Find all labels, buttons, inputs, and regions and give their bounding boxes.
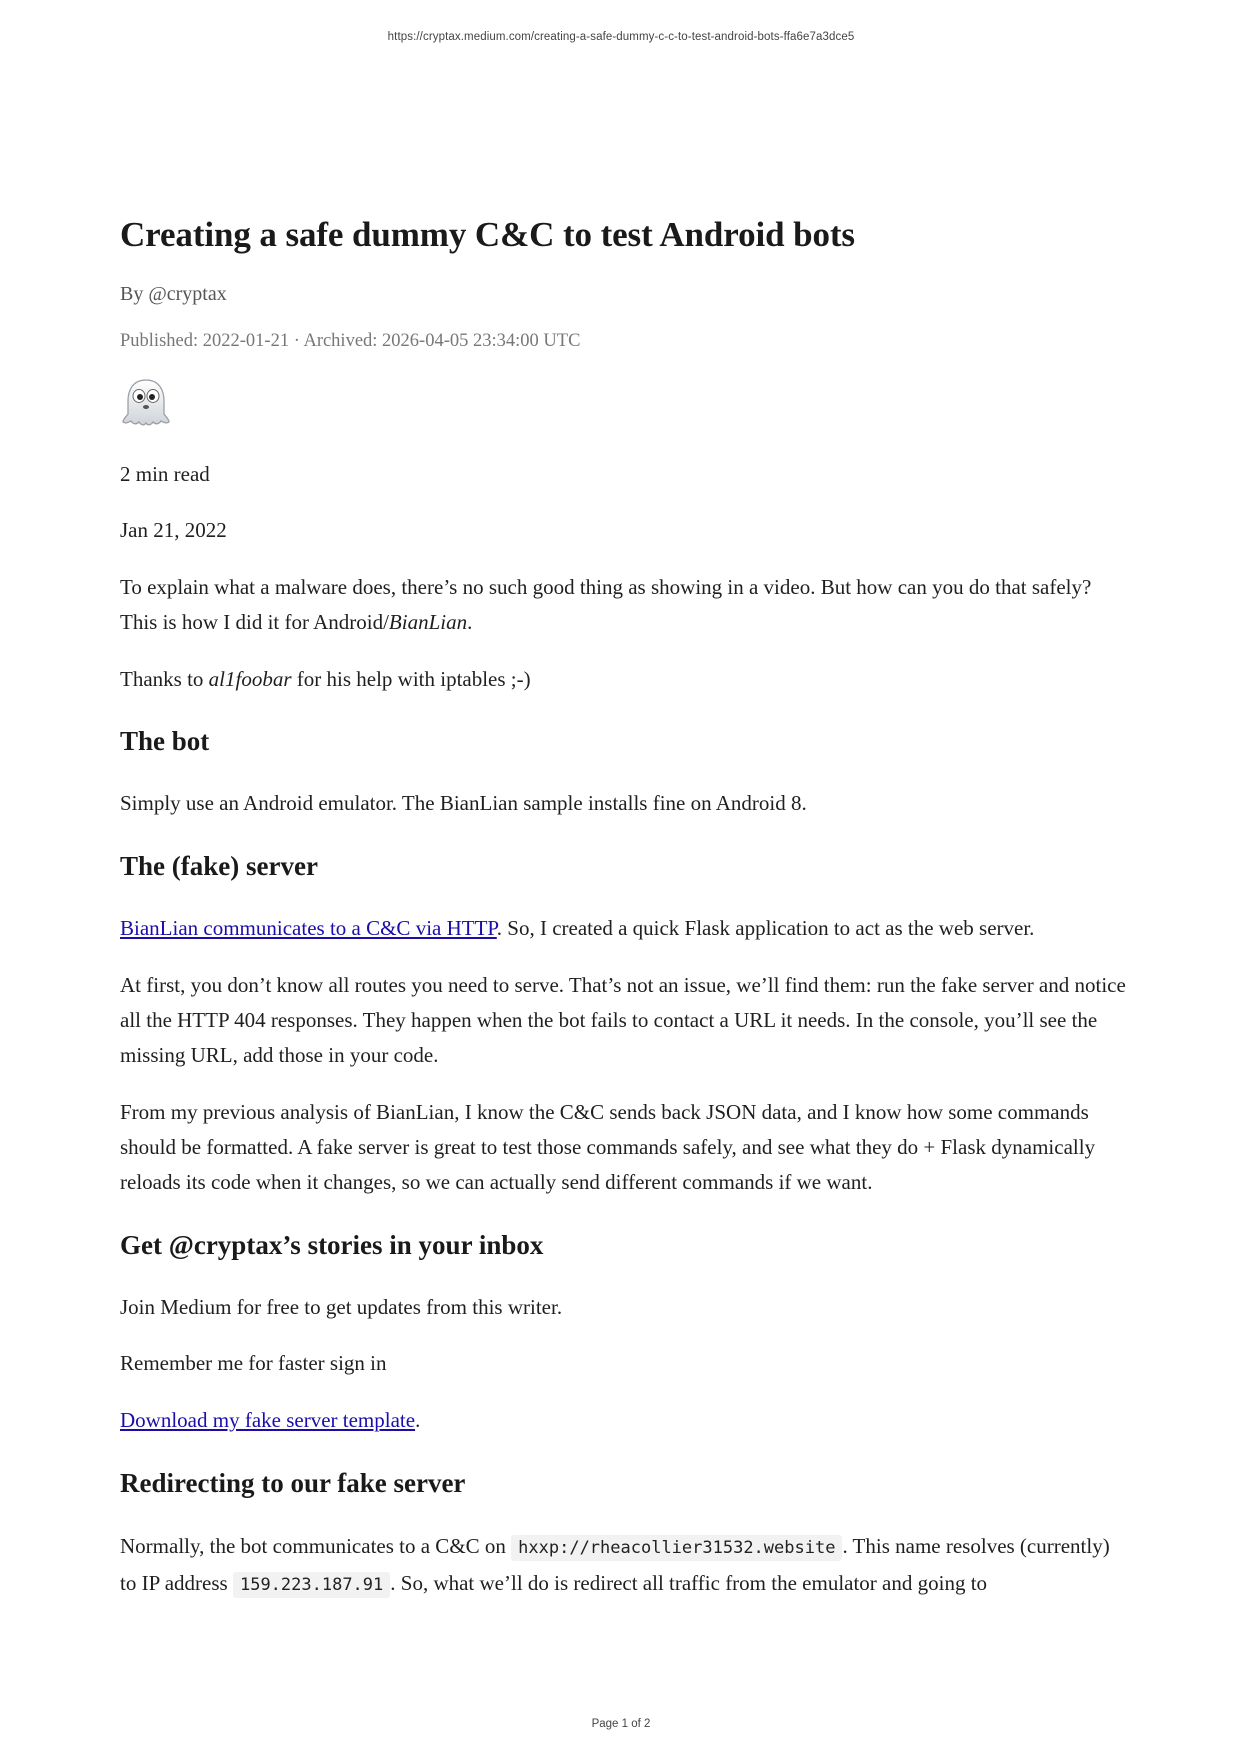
join-medium-text: Join Medium for free to get updates from this writer. xyxy=(120,1295,563,1320)
download-template-link[interactable]: Download my fake server template xyxy=(120,1408,416,1433)
read-time: 2 min read xyxy=(120,462,210,487)
intro-emphasis: BianLian xyxy=(388,610,468,635)
server-paragraph-3: From my previous analysis of BianLian, I know the C&C sends back JSON data, and I know how some commands should be formatted. A fake server is great to test those commands safely, and see what they do + Flask dynamically reloads its code when it changes, so we can actually send different commands if we want. xyxy=(120,1100,1096,1195)
article-date: Jan 21, 2022 xyxy=(120,518,227,543)
heading-fake-server: The (fake) server xyxy=(120,851,318,882)
download-paragraph: Download my fake server template. xyxy=(120,1408,421,1433)
article-title: Creating a safe dummy C&C to test Android bots xyxy=(120,215,855,254)
thanks-emphasis: al1foobar xyxy=(208,667,292,692)
redirect-paragraph: Normally, the bot communicates to a C&C on hxxp://rheacollier31532.website . This name resolves (currently) to IP address 159.223.187.91 . So, what we’ll do is redirect all traffic from the emulator and going to xyxy=(120,1529,1130,1603)
article-body xyxy=(120,214,1130,1603)
page-url-header: https://cryptax.medium.com/creating-a-safe-dummy-c-c-to-test-android-bots-ffa6e7a3dce5 xyxy=(387,31,855,43)
article-meta: Published: 2022-01-21 · Archived: 2026-04-05 23:34:00 UTC xyxy=(120,331,581,351)
ip-address-code: 159.223.187.91 xyxy=(233,1572,390,1598)
thanks-paragraph: Thanks to al1foobar for his help with iptables ;-) xyxy=(120,667,531,692)
bianlian-http-link[interactable]: BianLian communicates to a C&C via HTTP xyxy=(120,916,497,941)
heading-redirecting: Redirecting to our fake server xyxy=(120,1468,466,1499)
cnc-url-code: hxxp://rheacollier31532.website xyxy=(511,1535,842,1561)
page-number: Page 1 of 2 xyxy=(591,1718,651,1730)
remember-me-text: Remember me for faster sign in xyxy=(120,1351,387,1376)
bot-paragraph: Simply use an Android emulator. The BianLian sample installs fine on Android 8. xyxy=(120,791,807,816)
server-paragraph-2: At first, you don’t know all routes you need to serve. That’s not an issue, we’ll find them: run the fake server and notice all the HTTP 404 responses. They happen when the bot fails to contact a URL it needs. In the console, you’ll see the missing URL, add those in your code. xyxy=(120,973,1126,1068)
intro-paragraph: To explain what a malware does, there’s no such good thing as showing in a video. But how can you do that safely? This is how I did it for Android/BianLian. xyxy=(120,575,1092,635)
heading-inbox: Get @cryptax’s stories in your inbox xyxy=(120,1230,544,1261)
ghost-avatar-icon xyxy=(120,377,172,429)
server-paragraph-1: BianLian communicates to a C&C via HTTP. So, I created a quick Flask application to act as the web server. xyxy=(120,916,1035,941)
heading-the-bot: The bot xyxy=(120,726,210,757)
article-byline: By @cryptax xyxy=(120,283,227,305)
